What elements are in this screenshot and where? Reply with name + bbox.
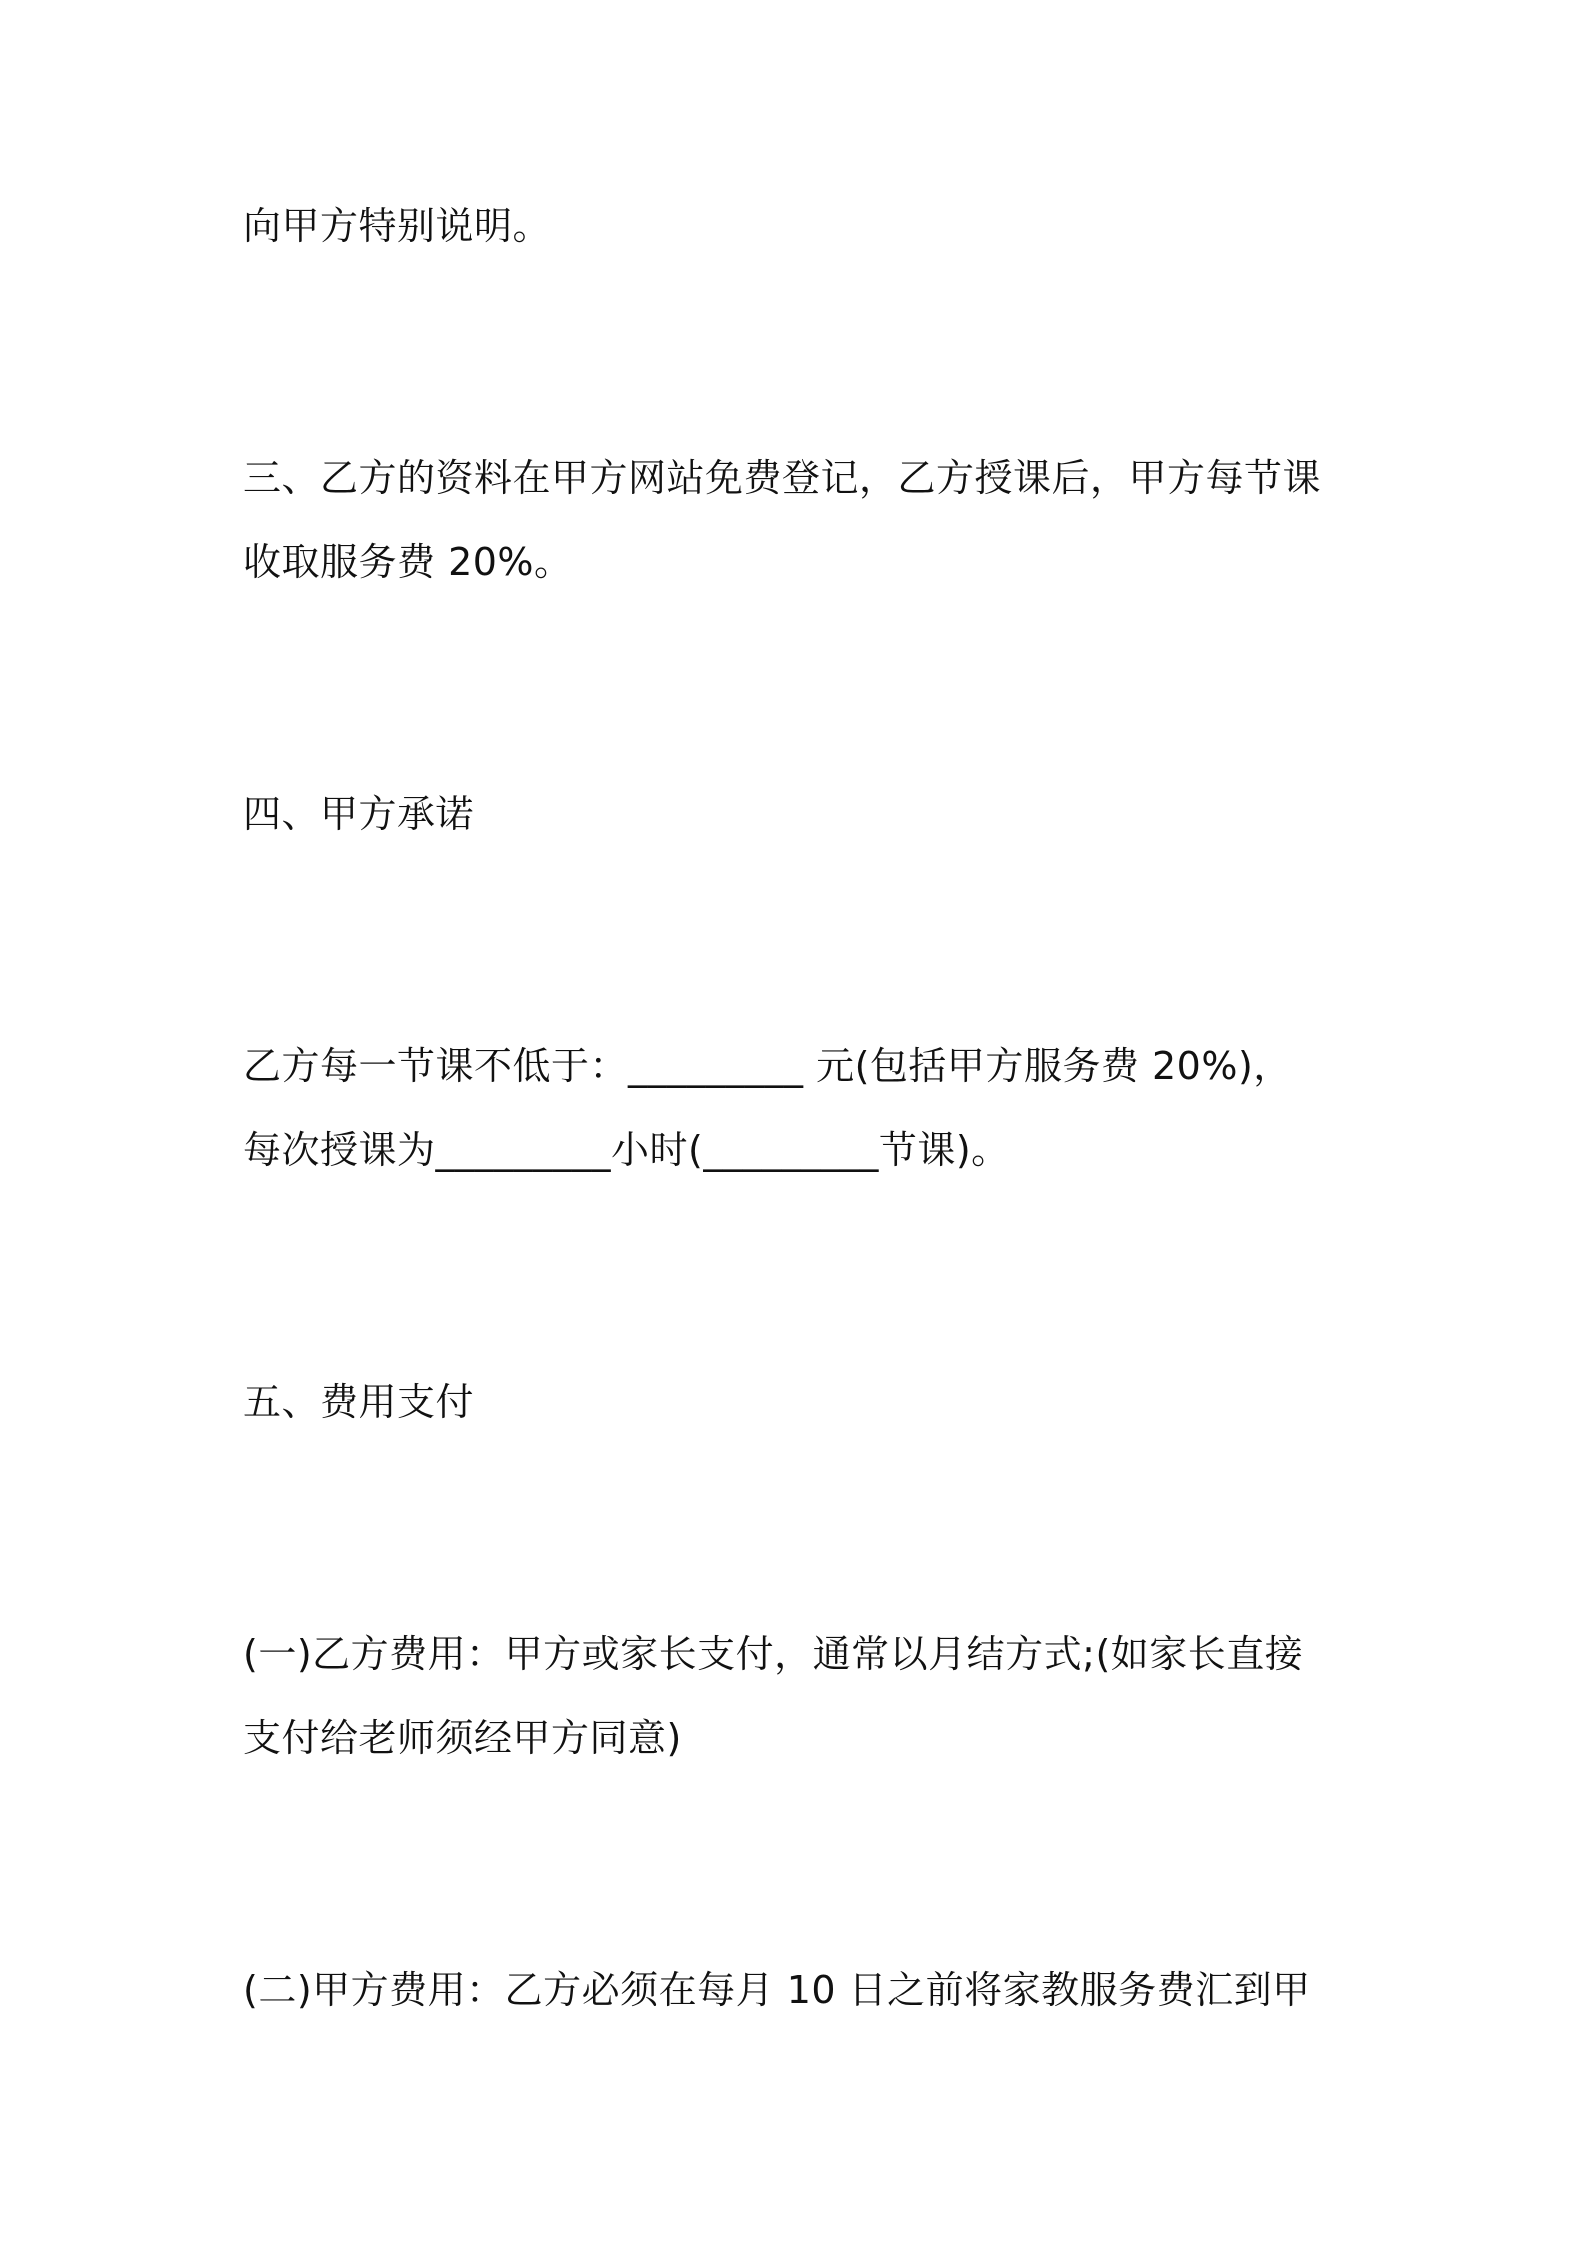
section-five-heading: 五、费用支付: [243, 1380, 475, 1424]
section-four-heading: 四、甲方承诺: [243, 792, 475, 836]
fee-fill-line-1: 乙方每一节课不低于：_________ 元(包括甲方服务费 20%)，: [243, 1044, 1292, 1088]
payment-item-two-line-1: (二)甲方费用：乙方必须在每月 10 日之前将家教服务费汇到甲: [243, 1968, 1311, 2012]
clause-three-line-2: 收取服务费 20%。: [243, 540, 573, 584]
payment-item-one-line-2: 支付给老师须经甲方同意): [243, 1716, 682, 1760]
payment-item-one-line-1: (一)乙方费用：甲方或家长支付，通常以月结方式;(如家长直接: [243, 1632, 1304, 1676]
clause-three-line-1: 三、乙方的资料在甲方网站免费登记，乙方授课后，甲方每节课: [243, 456, 1322, 500]
paragraph-continuation-line: 向甲方特别说明。: [243, 204, 552, 248]
fee-fill-line-2: 每次授课为_________小时(_________节课)。: [243, 1128, 1010, 1172]
